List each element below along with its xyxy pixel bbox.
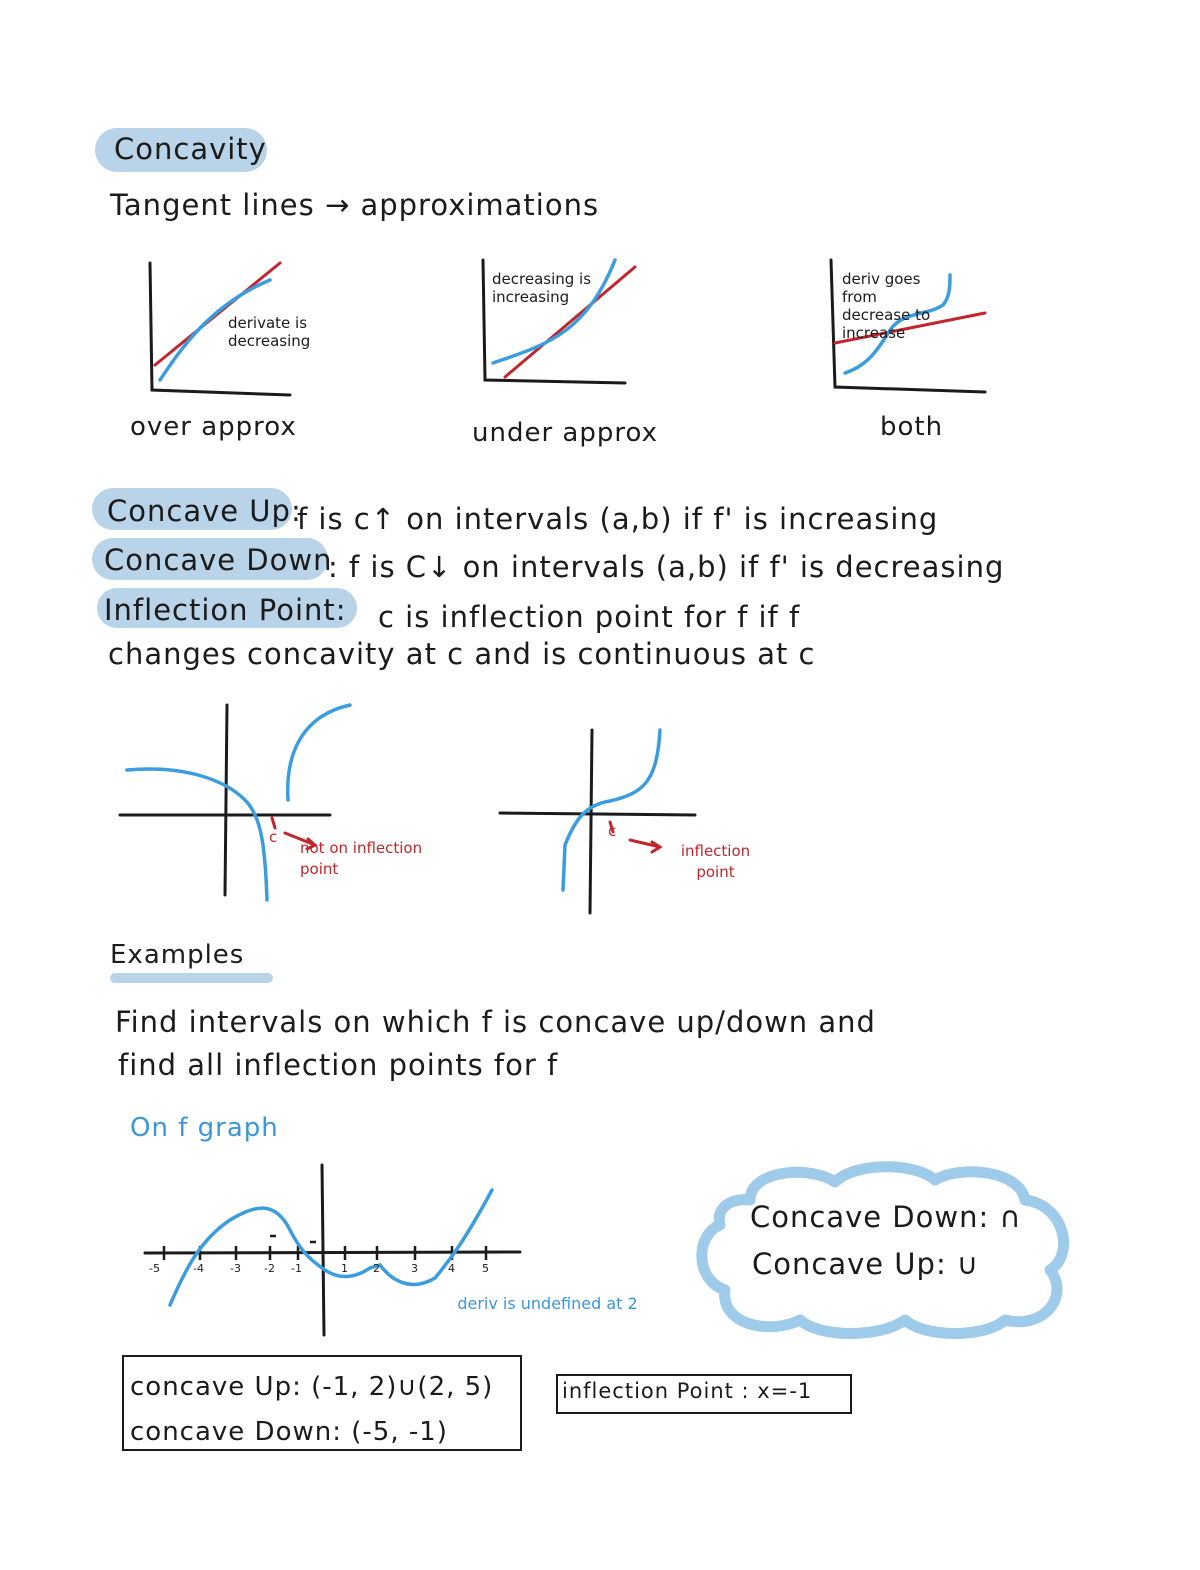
inflection-label: Inflection Point: bbox=[104, 593, 347, 627]
mid2-note: inflection point bbox=[680, 842, 751, 881]
page-title: Concavity bbox=[114, 132, 267, 166]
deriv-note: deriv is undefined at 2 bbox=[457, 1294, 638, 1313]
tick-label: -1 bbox=[291, 1262, 302, 1275]
graph1-note: derivate is decreasing bbox=[228, 314, 311, 350]
inflection-text2: changes concavity at c and is continuous at c bbox=[108, 637, 816, 671]
intro-text: Tangent lines → approximations bbox=[110, 188, 600, 222]
tick-label: -2 bbox=[264, 1262, 275, 1275]
mid2-c: c bbox=[608, 822, 617, 840]
graph-label: On f graph bbox=[130, 1113, 279, 1143]
concave-up-label: Concave Up: bbox=[107, 494, 302, 528]
mid1-note: not on inflection point bbox=[300, 839, 423, 878]
examples-text1: Find intervals on which f is concave up/down and bbox=[115, 1005, 876, 1039]
tick-label: -4 bbox=[193, 1262, 204, 1275]
graph2-caption: under approx bbox=[472, 418, 658, 448]
examples-text2: find all inflection points for f bbox=[118, 1048, 559, 1082]
tick-label: -3 bbox=[230, 1262, 241, 1275]
inflection-text: c is inflection point for f if f bbox=[378, 600, 801, 634]
graph3-note: deriv goes from decrease to increase bbox=[842, 270, 931, 342]
graph2-note: decreasing is increasing bbox=[492, 270, 592, 306]
answer-concave-up: concave Up: (-1, 2)∪(2, 5) bbox=[130, 1372, 494, 1402]
tick-label: 3 bbox=[411, 1262, 418, 1275]
examples-underline bbox=[110, 973, 273, 983]
tick-label: 4 bbox=[448, 1262, 455, 1275]
graph-inflection bbox=[495, 725, 775, 915]
concave-up-text: f is c↑ on intervals (a,b) if f' is increasing bbox=[297, 502, 939, 536]
mid1-c: c bbox=[269, 828, 278, 846]
tick-labels bbox=[140, 1262, 530, 1278]
graph3-caption: both bbox=[880, 412, 944, 442]
answer-concave-down: concave Down: (-5, -1) bbox=[130, 1417, 448, 1447]
tick-label: 2 bbox=[373, 1262, 380, 1275]
examples-title: Examples bbox=[110, 940, 245, 970]
tick-label: 5 bbox=[482, 1262, 489, 1275]
cloud-concave-up: Concave Up: ∪ bbox=[752, 1247, 980, 1281]
concave-down-text: : f is C↓ on intervals (a,b) if f' is decreasing bbox=[328, 550, 1005, 584]
answer-inflection: inflection Point : x=-1 bbox=[562, 1379, 813, 1403]
graph1-caption: over approx bbox=[130, 412, 297, 442]
tick-label: 1 bbox=[341, 1262, 348, 1275]
concave-down-label: Concave Down bbox=[104, 543, 333, 577]
cloud-concave-down: Concave Down: ∩ bbox=[750, 1200, 1022, 1234]
tick-label: -5 bbox=[149, 1262, 160, 1275]
